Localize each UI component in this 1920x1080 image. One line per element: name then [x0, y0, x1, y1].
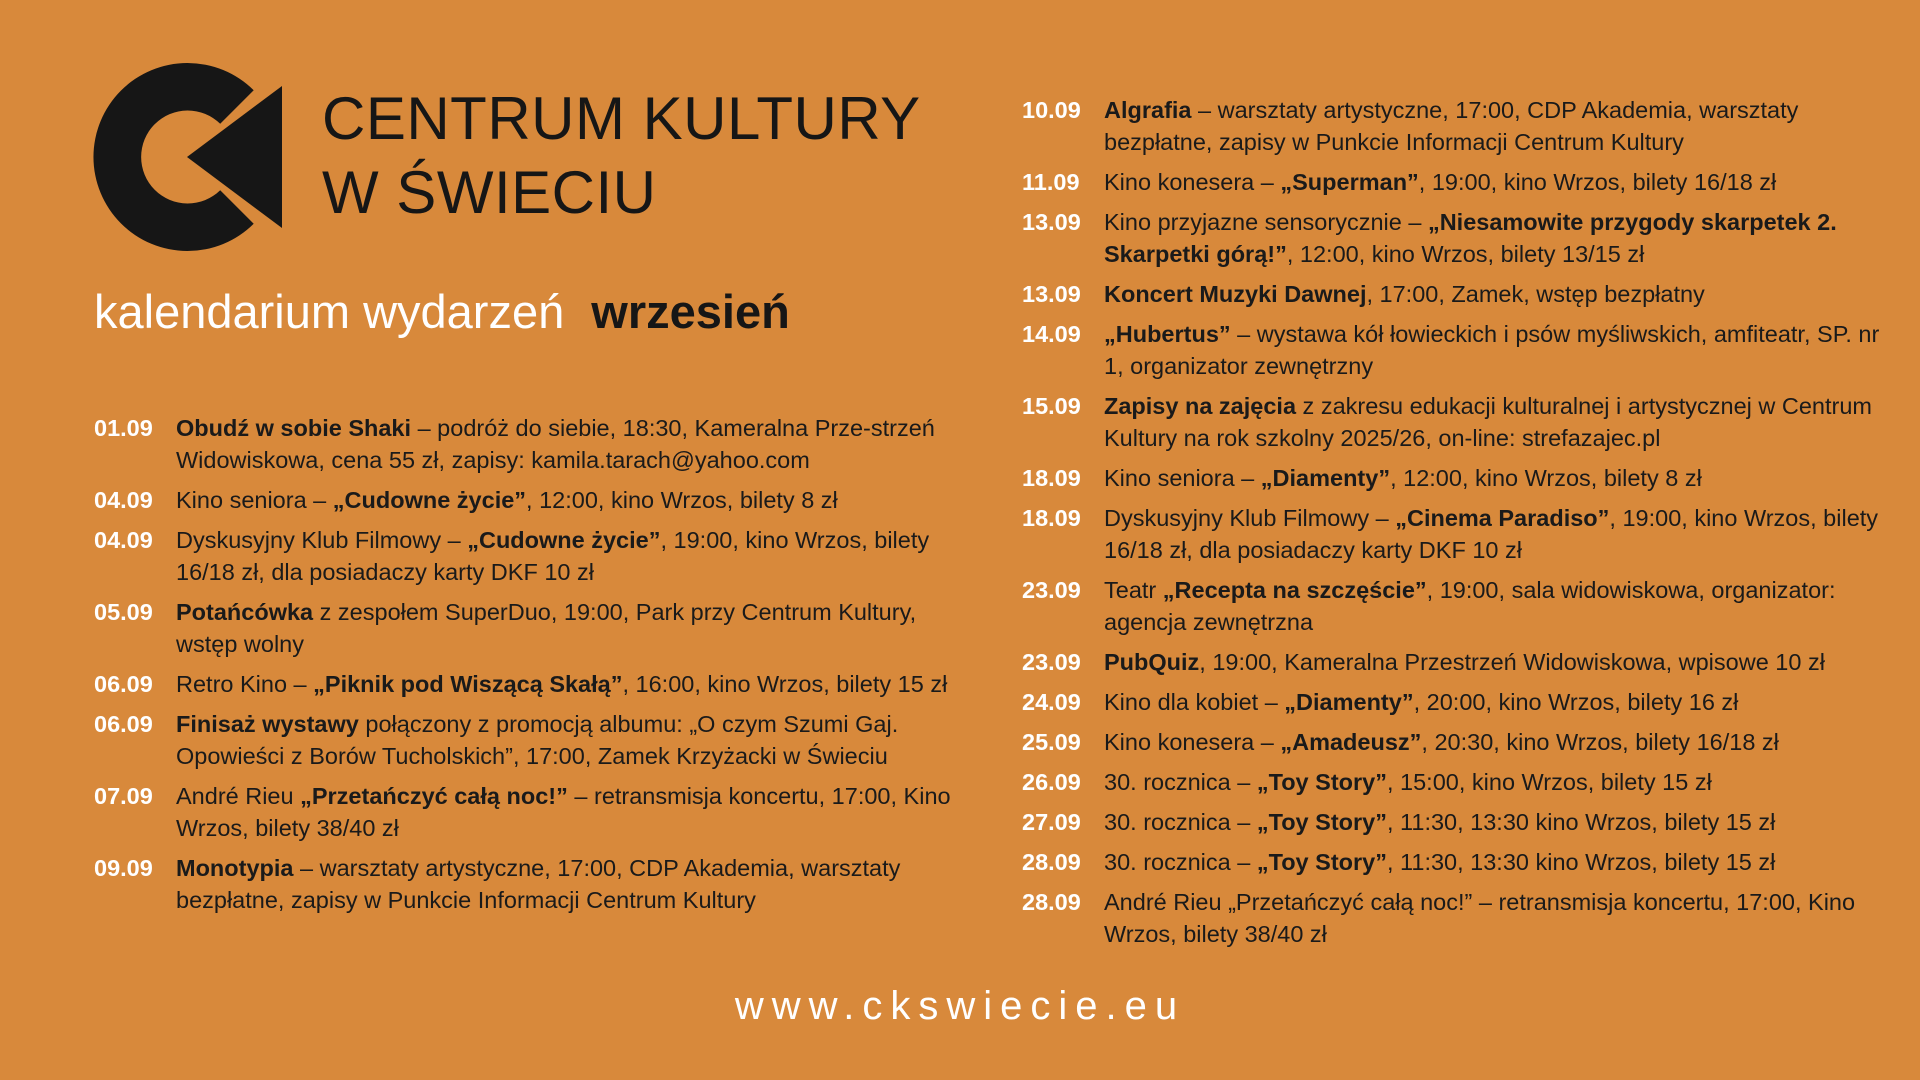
event-text: połączony z promocją albumu: „O czym Szumi Gaj. Opowieści z Borów Tucholskich”, 17:00, Zamek Krzyżacki w Świeciu — [176, 711, 899, 769]
event-text: , 12:00, kino Wrzos, bilety 8 zł — [1390, 465, 1702, 491]
event-highlight: „Cudowne życie” — [467, 527, 661, 553]
event-item — [94, 484, 954, 516]
event-item — [1022, 318, 1892, 382]
event-highlight: Finisaż wystawy — [176, 711, 359, 737]
event-text: , 19:00, sala widowiskowa, organizator: agencja zewnętrzna — [1104, 577, 1836, 635]
event-text: Kino konesera – — [1104, 729, 1281, 755]
event-date: 24.09 — [1022, 689, 1081, 715]
event-item — [94, 524, 954, 588]
event-text: , 12:00, kino Wrzos, bilety 13/15 zł — [1286, 241, 1645, 267]
event-date: 27.09 — [1022, 809, 1081, 835]
event-item — [1022, 278, 1892, 310]
event-text: – warsztaty artystyczne, 17:00, CDP Akademia, warsztaty bezpłatne, zapisy w Punkcie Informacji Centrum Kultury — [176, 855, 901, 913]
event-item — [1022, 686, 1892, 718]
event-text: , 11:30, 13:30 kino Wrzos, bilety 15 zł — [1386, 809, 1776, 835]
event-text: , 19:00, kino Wrzos, bilety 16/18 zł — [1418, 169, 1777, 195]
event-item — [1022, 206, 1892, 270]
event-item — [1022, 646, 1892, 678]
event-text: , 20:00, kino Wrzos, bilety 16 zł — [1413, 689, 1739, 715]
event-date: 18.09 — [1022, 465, 1081, 491]
event-date: 10.09 — [1022, 97, 1081, 123]
event-description — [1104, 166, 1892, 198]
event-date: 25.09 — [1022, 729, 1081, 755]
event-description — [176, 708, 954, 772]
events-list-right — [1022, 94, 1892, 958]
event-date: 09.09 — [94, 855, 153, 881]
event-item — [94, 412, 954, 476]
ck-logo-icon — [92, 62, 282, 252]
event-highlight: Algrafia — [1104, 97, 1192, 123]
event-date: 23.09 — [1022, 649, 1081, 675]
event-highlight: Potańcówka — [176, 599, 314, 625]
event-description — [1104, 646, 1892, 678]
event-text: Kino dla kobiet – — [1104, 689, 1285, 715]
event-highlight: „Hubertus” — [1104, 321, 1231, 347]
event-description — [176, 596, 954, 660]
event-highlight: Obudź w sobie Shaki — [176, 415, 412, 441]
event-highlight: „Toy Story” — [1256, 849, 1387, 875]
event-date: 14.09 — [1022, 321, 1081, 347]
event-item — [94, 852, 954, 916]
event-highlight: „Przetańczyć całą noc!” — [300, 783, 568, 809]
event-text: , 19:00, kino Wrzos, bilety 16/18 zł, dla posiadaczy karty DKF 10 zł — [1104, 505, 1879, 563]
event-description — [1104, 206, 1892, 270]
event-description — [1104, 94, 1892, 158]
event-highlight: PubQuiz — [1104, 649, 1200, 675]
event-text: , 17:00, Zamek, wstęp bezpłatny — [1366, 281, 1705, 307]
event-text: 30. rocznica – — [1104, 769, 1257, 795]
event-highlight: „Amadeusz” — [1280, 729, 1422, 755]
event-item — [1022, 94, 1892, 158]
event-item — [1022, 726, 1892, 758]
event-item — [1022, 766, 1892, 798]
event-description — [176, 668, 954, 700]
event-date: 28.09 — [1022, 889, 1081, 915]
event-description — [176, 852, 954, 916]
event-text: , 20:30, kino Wrzos, bilety 16/18 zł — [1421, 729, 1779, 755]
event-item — [1022, 166, 1892, 198]
event-highlight: Koncert Muzyki Dawnej — [1104, 281, 1367, 307]
event-item — [1022, 846, 1892, 878]
event-date: 06.09 — [94, 671, 153, 697]
event-description — [1104, 806, 1892, 838]
event-text: Kino seniora – — [176, 487, 333, 513]
event-description — [1104, 726, 1892, 758]
event-text: z zakresu edukacji kulturalnej i artystycznej w Centrum Kultury na rok szkolny 2025/26, on-line: strefazajec.pl — [1104, 393, 1872, 451]
event-highlight: „Niesamowite przygody skarpetek 2. Skarpetki górą!” — [1104, 209, 1837, 267]
events-list-left — [94, 412, 954, 924]
event-text: André Rieu — [176, 783, 301, 809]
event-item — [94, 596, 954, 660]
event-text: Kino konesera – — [1104, 169, 1281, 195]
event-item — [94, 668, 954, 700]
event-description — [1104, 318, 1892, 382]
event-text: , 12:00, kino Wrzos, bilety 8 zł — [526, 487, 838, 513]
event-date: 26.09 — [1022, 769, 1081, 795]
event-text: 30. rocznica – — [1104, 809, 1257, 835]
event-date: 07.09 — [94, 783, 153, 809]
event-text: Retro Kino – — [176, 671, 314, 697]
event-text: – warsztaty artystyczne, 17:00, CDP Akademia, warsztaty bezpłatne, zapisy w Punkcie Informacji Centrum Kultury — [1104, 97, 1799, 155]
event-text: Teatr — [1104, 577, 1163, 603]
event-date: 01.09 — [94, 415, 153, 441]
event-date: 13.09 — [1022, 209, 1081, 235]
event-item — [94, 708, 954, 772]
calendar-month: wrzesień — [591, 285, 790, 338]
event-highlight: „Diamenty” — [1260, 465, 1391, 491]
event-highlight: „Recepta na szczęście” — [1162, 577, 1427, 603]
event-description — [1104, 766, 1892, 798]
organization-name-line1: CENTRUM KULTURY — [322, 85, 921, 152]
event-description — [1104, 502, 1892, 566]
event-highlight: Zapisy na zajęcia — [1104, 393, 1297, 419]
event-highlight: „Diamenty” — [1284, 689, 1414, 715]
event-text: Kino seniora – — [1104, 465, 1261, 491]
event-date: 11.09 — [1022, 169, 1080, 195]
event-text: Dyskusyjny Klub Filmowy – — [176, 527, 468, 553]
event-highlight: „Piknik pod Wiszącą Skałą” — [313, 671, 623, 697]
event-date: 13.09 — [1022, 281, 1081, 307]
event-description — [1104, 390, 1892, 454]
event-highlight: Monotypia — [176, 855, 294, 881]
calendar-title — [94, 284, 790, 339]
event-description — [1104, 574, 1892, 638]
event-text: Kino przyjazne sensorycznie – — [1104, 209, 1428, 235]
event-item — [94, 780, 954, 844]
event-date: 18.09 — [1022, 505, 1081, 531]
calendar-subtitle: kalendarium wydarzeń — [94, 285, 565, 338]
event-description — [176, 412, 954, 476]
event-highlight: „Superman” — [1280, 169, 1419, 195]
event-date: 15.09 — [1022, 393, 1081, 419]
event-text: , 19:00, kino Wrzos, bilety 16/18 zł, dla posiadaczy karty DKF 10 zł — [176, 527, 930, 585]
event-text: , 16:00, kino Wrzos, bilety 15 zł — [622, 671, 948, 697]
event-date: 04.09 — [94, 487, 153, 513]
organization-name — [322, 82, 921, 230]
event-text: Dyskusyjny Klub Filmowy – — [1104, 505, 1396, 531]
event-description — [1104, 278, 1892, 310]
event-description — [1104, 846, 1892, 878]
event-description — [176, 524, 954, 588]
event-description — [1104, 886, 1892, 950]
event-item — [1022, 462, 1892, 494]
event-description — [176, 484, 954, 516]
event-date: 23.09 — [1022, 577, 1081, 603]
organization-name-line2: W ŚWIECIU — [322, 159, 657, 226]
event-highlight: „Cinema Paradiso” — [1395, 505, 1610, 531]
event-date: 05.09 — [94, 599, 153, 625]
event-description — [1104, 686, 1892, 718]
event-item — [1022, 502, 1892, 566]
event-highlight: „Cudowne życie” — [332, 487, 527, 513]
event-item — [1022, 806, 1892, 838]
event-date: 04.09 — [94, 527, 153, 553]
event-item — [1022, 886, 1892, 950]
event-text: – wystawa kół łowieckich i psów myśliwskich, amfiteatr, SP. nr 1, organizator zewnętrzny — [1104, 321, 1880, 379]
event-highlight: „Toy Story” — [1256, 809, 1387, 835]
event-item — [1022, 574, 1892, 638]
event-description — [1104, 462, 1892, 494]
event-text: 30. rocznica – — [1104, 849, 1257, 875]
event-text: , 19:00, Kameralna Przestrzeń Widowiskowa, wpisowe 10 zł — [1199, 649, 1825, 675]
event-highlight: „Toy Story” — [1256, 769, 1387, 795]
event-date: 06.09 — [94, 711, 153, 737]
event-date: 28.09 — [1022, 849, 1081, 875]
event-text: z zespołem SuperDuo, 19:00, Park przy Centrum Kultury, wstęp wolny — [176, 599, 917, 657]
event-description — [176, 780, 954, 844]
event-text: , 11:30, 13:30 kino Wrzos, bilety 15 zł — [1386, 849, 1776, 875]
event-text: , 15:00, kino Wrzos, bilety 15 zł — [1386, 769, 1712, 795]
event-item — [1022, 390, 1892, 454]
event-text: – podróż do siebie, 18:30, Kameralna Prze-strzeń Widowiskowa, cena 55 zł, zapisy: kamila.tarach@yahoo.com — [176, 415, 935, 473]
website-link[interactable]: www.ckswiecie.eu — [734, 984, 1186, 1028]
event-text: – retransmisja koncertu, 17:00, Kino Wrzos, bilety 38/40 zł — [176, 783, 951, 841]
event-text: André Rieu „Przetańczyć całą noc!” – retransmisja koncertu, 17:00, Kino Wrzos, bilety 38/40 zł — [1104, 889, 1856, 947]
